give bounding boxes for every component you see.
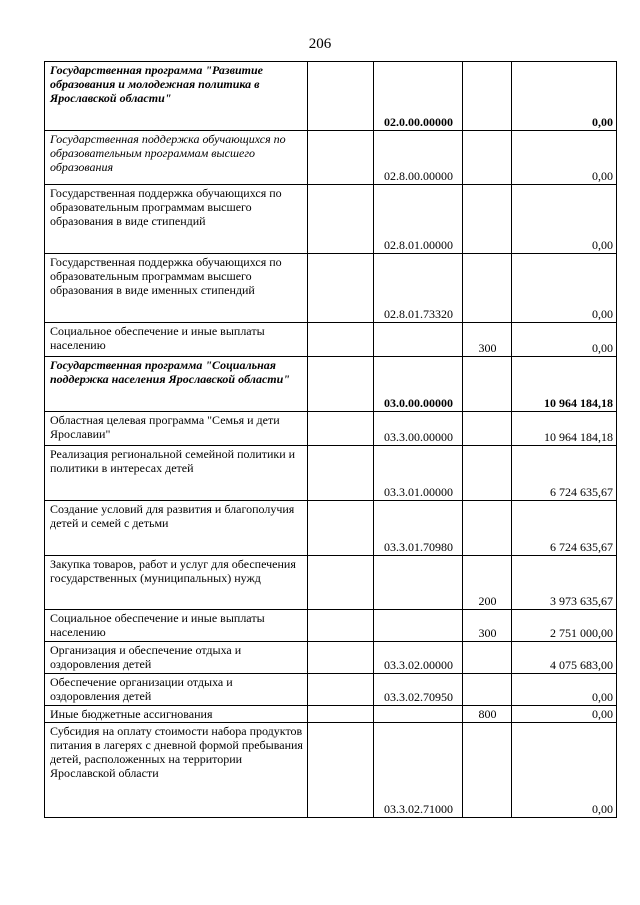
table-row	[45, 723, 617, 818]
row-kvr	[463, 501, 512, 556]
row-code	[374, 556, 463, 610]
table-row	[45, 446, 617, 501]
row-kvr	[463, 674, 512, 706]
empty-cell	[308, 185, 374, 254]
row-code	[374, 323, 463, 357]
empty-cell	[308, 723, 374, 818]
table-row	[45, 185, 617, 254]
row-kvr	[463, 412, 512, 446]
row-code: 02.8.01.73320	[374, 254, 463, 323]
row-name: Создание условий для развития и благополучия детей и семей с детьми	[45, 501, 308, 556]
empty-cell	[308, 642, 374, 674]
row-amount: 0,00	[512, 323, 617, 357]
row-name: Закупка товаров, работ и услуг для обеспечения государственных (муниципальных) нужд	[45, 556, 308, 610]
row-code	[374, 610, 463, 642]
row-amount: 3 973 635,67	[512, 556, 617, 610]
row-amount: 10 964 184,18	[512, 357, 617, 412]
row-kvr: 300	[463, 610, 512, 642]
table-row	[45, 357, 617, 412]
empty-cell	[308, 706, 374, 723]
row-name: Государственная поддержка обучающихся по образовательным программам высшего образования в виде именных стипендий	[45, 254, 308, 323]
empty-cell	[308, 62, 374, 131]
table-row	[45, 254, 617, 323]
row-code: 03.3.02.00000	[374, 642, 463, 674]
row-amount: 2 751 000,00	[512, 610, 617, 642]
page-number: 206	[308, 36, 332, 52]
row-code: 02.8.01.00000	[374, 185, 463, 254]
table-row	[45, 501, 617, 556]
row-amount: 0,00	[512, 674, 617, 706]
row-name: Областная целевая программа "Семья и дети Ярославии"	[45, 412, 308, 446]
row-name: Субсидия на оплату стоимости набора продуктов питания в лагерях с дневной формой пребывания детей, расположенных на территории Ярославской области	[45, 723, 308, 818]
row-code: 02.8.00.00000	[374, 131, 463, 185]
row-name: Социальное обеспечение и иные выплаты населению	[45, 610, 308, 642]
row-amount: 4 075 683,00	[512, 642, 617, 674]
empty-cell	[308, 412, 374, 446]
empty-cell	[308, 254, 374, 323]
row-name: Государственная программа "Социальная поддержка населения Ярославской области"	[45, 357, 308, 412]
row-amount: 10 964 184,18	[512, 412, 617, 446]
row-code	[374, 706, 463, 723]
empty-cell	[308, 131, 374, 185]
row-name: Организация и обеспечение отдыха и оздоровления детей	[45, 642, 308, 674]
row-code: 03.3.00.00000	[374, 412, 463, 446]
table-row	[45, 412, 617, 446]
row-amount: 0,00	[512, 131, 617, 185]
table-row	[45, 62, 617, 131]
row-name: Государственная поддержка обучающихся по образовательным программам высшего образования	[45, 131, 308, 185]
table-row	[45, 131, 617, 185]
row-kvr	[463, 131, 512, 185]
table-row	[45, 706, 617, 723]
table-row	[45, 642, 617, 674]
table-row	[45, 556, 617, 610]
row-name: Государственная программа "Развитие образования и молодежная политика в Ярославской области"	[45, 62, 308, 131]
row-code: 03.0.00.00000	[374, 357, 463, 412]
row-kvr: 200	[463, 556, 512, 610]
row-kvr: 800	[463, 706, 512, 723]
row-kvr	[463, 723, 512, 818]
row-amount: 6 724 635,67	[512, 501, 617, 556]
empty-cell	[308, 674, 374, 706]
empty-cell	[308, 446, 374, 501]
row-code: 03.3.01.70980	[374, 501, 463, 556]
row-code: 02.0.00.00000	[374, 62, 463, 131]
row-name: Иные бюджетные ассигнования	[45, 706, 308, 723]
empty-cell	[308, 610, 374, 642]
row-amount: 0,00	[512, 723, 617, 818]
empty-cell	[308, 501, 374, 556]
table-row	[45, 674, 617, 706]
row-amount: 0,00	[512, 62, 617, 131]
empty-cell	[308, 556, 374, 610]
row-name: Реализация региональной семейной политики и политики в интересах детей	[45, 446, 308, 501]
row-kvr	[463, 357, 512, 412]
row-amount: 0,00	[512, 706, 617, 723]
row-kvr	[463, 185, 512, 254]
row-amount: 6 724 635,67	[512, 446, 617, 501]
row-name: Государственная поддержка обучающихся по образовательным программам высшего образования в виде стипендий	[45, 185, 308, 254]
table-row	[45, 323, 617, 357]
row-code: 03.3.01.00000	[374, 446, 463, 501]
row-code: 03.3.02.70950	[374, 674, 463, 706]
row-kvr: 300	[463, 323, 512, 357]
row-kvr	[463, 62, 512, 131]
row-kvr	[463, 446, 512, 501]
row-amount: 0,00	[512, 254, 617, 323]
row-name: Обеспечение организации отдыха и оздоровления детей	[45, 674, 308, 706]
budget-table	[44, 61, 617, 818]
empty-cell	[308, 323, 374, 357]
row-amount: 0,00	[512, 185, 617, 254]
row-name: Социальное обеспечение и иные выплаты населению	[45, 323, 308, 357]
row-kvr	[463, 642, 512, 674]
row-code: 03.3.02.71000	[374, 723, 463, 818]
table-row	[45, 610, 617, 642]
empty-cell	[308, 357, 374, 412]
row-kvr	[463, 254, 512, 323]
